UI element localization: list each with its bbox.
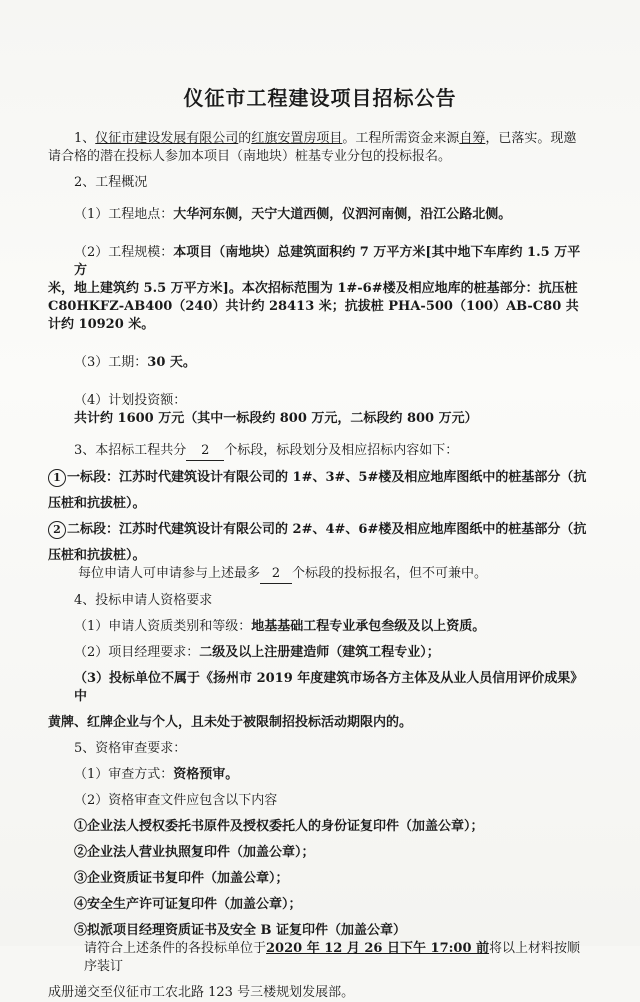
closing-line-1 xyxy=(48,940,588,976)
lot-1-line-2: 压桩和抗拔桩）。 xyxy=(48,496,146,511)
manager-value: 二级及以上注册建造师（建筑工程专业）； xyxy=(199,645,440,660)
review-method xyxy=(48,766,588,784)
lot-2-text: 二标段：江苏时代建筑设计有限公司的 2#、4#、6#楼及相应地库图纸中的桩基部分（抗 xyxy=(67,522,587,537)
intro-text-a: 的 xyxy=(238,131,252,146)
employer-name: 仪征市建设发展有限公司 xyxy=(95,131,239,146)
project-scale-line-2: 米，地上建筑约 5.5 万平方米]。本次招标范围为 1#-6#楼及相应地库的桩基部分：抗压桩 xyxy=(48,281,578,296)
intro-line-1 xyxy=(48,130,588,148)
closing xyxy=(48,940,588,1002)
closing-post: 将以上材料按顺序装订 xyxy=(84,941,581,974)
closing-line-2: 成册递交至仪征市工农北路 123 号三楼规划发展部。 xyxy=(48,985,355,1000)
lot-limit xyxy=(48,565,588,584)
section-1 xyxy=(48,130,588,166)
circled-number-2: 2 xyxy=(48,521,66,539)
lot-2-line-2: 压桩和抗拔桩）。 xyxy=(48,548,146,563)
section-5 xyxy=(48,740,588,940)
notice-body xyxy=(48,130,588,1002)
document-item-1: ①企业法人授权委托书原件及授权委托人的身份证复印件（加盖公章）； xyxy=(74,819,484,834)
section-4 xyxy=(48,592,588,732)
project-period xyxy=(48,354,588,372)
requirement-manager xyxy=(48,644,588,662)
intro-text-c: ，已落实。现邀 xyxy=(485,131,577,146)
scale-text-1: 本项目（南地块）总建筑面积约 7 万平方米[其中地下车库约 1.5 万平方 xyxy=(74,245,581,278)
lot-limit-count: 2 xyxy=(260,565,292,584)
qualification-value: 地基基础工程专业承包叁级及以上资质。 xyxy=(251,619,486,634)
section-2 xyxy=(48,174,588,428)
document-item-2: ②企业法人营业执照复印件（加盖公章）； xyxy=(74,845,315,860)
funding-source: 自筹 xyxy=(459,131,486,146)
closing-pre: 请符合上述条件的各投标单位于 xyxy=(84,941,267,956)
project-scale-line-3: C80HKFZ-AB400（240）共计约 28413 米；抗拔桩 PHA-500（100）AB-C80 共计约 10920 米。 xyxy=(48,299,579,332)
period-value: 30 天。 xyxy=(147,355,196,370)
lot-1-line-1 xyxy=(48,469,588,487)
investment-value: 共计约 1600 万元（其中一标段约 800 万元，二标段约 800 万元） xyxy=(74,411,478,426)
section-3 xyxy=(48,442,588,584)
review-method-value: 资格预审。 xyxy=(173,767,239,782)
lot-2-line-1 xyxy=(48,521,588,539)
planned-investment xyxy=(48,392,588,428)
section-5-heading: 5、资格审查要求： xyxy=(74,741,187,756)
requirement-qualification xyxy=(48,618,588,636)
requirement-credit-line-1: （3）投标单位不属于《扬州市 2019 年度建筑市场各方主体及从业人员信用评价成果》中 xyxy=(74,671,584,704)
lot-division-pre: 3、本招标工程共分 xyxy=(74,443,187,458)
qualification-label: （1）申请人资质类别和等级： xyxy=(74,619,252,634)
document-item-5: ⑤拟派项目经理资质证书及安全 B 证复印件（加盖公章） xyxy=(74,923,407,938)
lot-limit-pre: 每位申请人可申请参与上述最多 xyxy=(78,566,261,581)
location-label: （1）工程地点： xyxy=(74,207,174,222)
lot-division xyxy=(48,442,588,461)
project-location xyxy=(48,206,588,224)
lot-division-post: 个标段，标段划分及相应招标内容如下： xyxy=(224,443,459,458)
project-name: 红旗安置房项目 xyxy=(251,131,343,146)
review-method-label: （1）审查方式： xyxy=(74,767,174,782)
investment-label: （4）计划投资额： xyxy=(74,393,187,408)
page-title: 仪征市工程建设项目招标公告 xyxy=(183,86,457,110)
scale-label: （2）工程规模： xyxy=(74,245,174,260)
project-scale-line-1 xyxy=(48,244,588,280)
document-item-4: ④安全生产许可证复印件（加盖公章）； xyxy=(74,897,302,912)
intro-line-2: 请合格的潜在投标人参加本项目（南地块）桩基专业分包的投标报名。 xyxy=(48,149,452,164)
period-label: （3）工期： xyxy=(74,355,148,370)
circled-number-1: 1 xyxy=(48,469,66,487)
location-value: 大华河东侧，天宁大道西侧，仪泗河南侧，沿江公路北侧。 xyxy=(173,207,512,222)
section-2-heading: 2、工程概况 xyxy=(74,175,148,190)
lot-count: 2 xyxy=(186,442,224,461)
lot-1-text: 一标段：江苏时代建筑设计有限公司的 1#、3#、5#楼及相应地库图纸中的桩基部分（抗 xyxy=(67,470,587,485)
section-4-heading: 4、投标申请人资格要求 xyxy=(74,593,213,608)
section-1-number: 1、 xyxy=(74,131,96,146)
document-item-3: ③企业资质证书复印件（加盖公章）； xyxy=(74,871,289,886)
requirement-credit-line-2: 黄牌、红牌企业与个人，且未处于被限制招投标活动期限内的。 xyxy=(48,715,413,730)
review-documents-heading: （2）资格审查文件应包含以下内容 xyxy=(74,793,278,808)
lot-limit-post: 个标段的投标报名，但不可兼中。 xyxy=(292,566,488,581)
intro-text-b: 。工程所需资金来源 xyxy=(342,131,460,146)
submission-deadline: 2020 年 12 月 26 日下午 17:00 前 xyxy=(266,941,490,956)
manager-label: （2）项目经理要求： xyxy=(74,645,200,660)
